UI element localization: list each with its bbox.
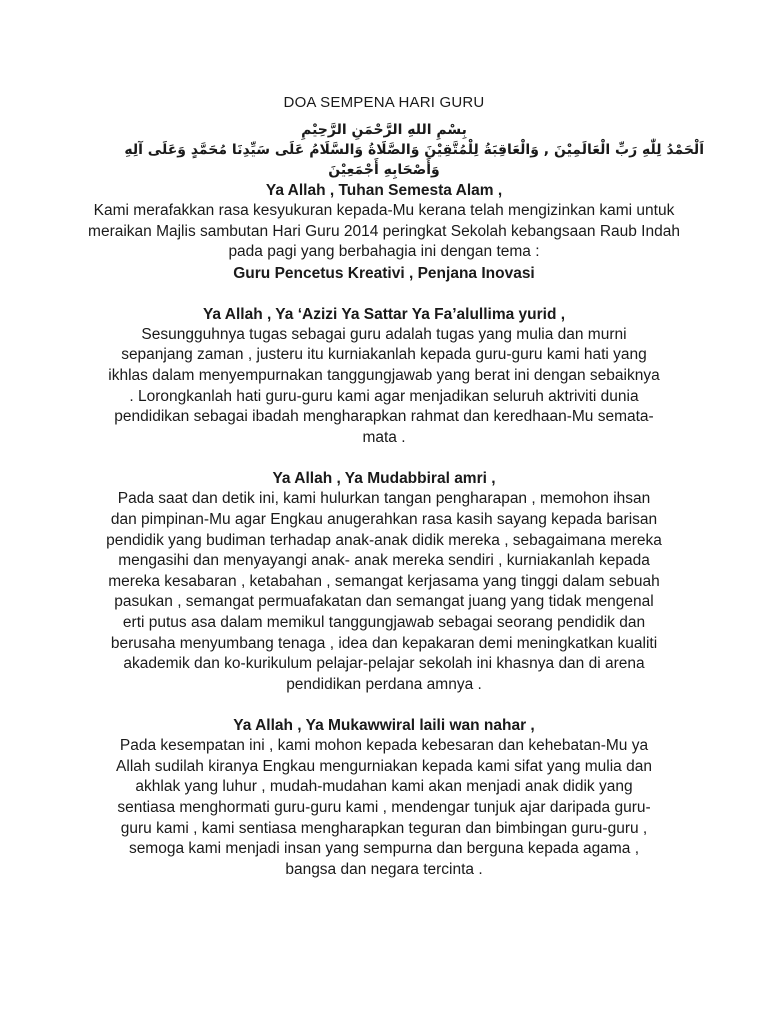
section-body: Pada saat dan detik ini, kami hulurkan tangan pengharapan , memohon ihsan dan pimpinan-Mu agar Engkau anugerahkan rasa kasih sayang kepada barisan pendidik yang budiman terhadap anak-anak didik mereka , sebagaimana mereka mengasihi dan menyayangi anak- anak mereka sendiri , kurniakanlah kepada mereka kesabaran , ketabahan , semangat kerjasama yang tinggi dalam sebuah pasukan , semangat permuafakatan dan semangat juang yang tidak mengenal erti putus asa dalam memikul tanggungjawab sebagai seorang pendidik dan berusaha menyumbang tenaga , idea dan kepakaran demi meningkatkan kualiti akademik dan ko-kurikulum pelajar-pelajar sekolah ini khasnya dan di arena pendidikan perdana amnya .: [106, 490, 662, 693]
section-2: [0, 304, 768, 449]
section-1: [0, 180, 768, 284]
section-body: Kami merafakkan rasa kesyukuran kepada-Mu kerana telah mengizinkan kami untuk meraikan Majlis sambutan Hari Guru 2014 peringkat Sekolah kebangsaan Raub Indah pada pagi yang berbahagia ini dengan tema :: [88, 202, 680, 261]
spacer: [0, 284, 768, 304]
section-4: [0, 715, 768, 880]
arabic-praise: اَلْحَمْدُ لِلّٰهِ رَبِّ الْعَالَمِيْنَ , وَالْعَاقِبَةُ لِلْمُتَّقِيْنَ وَالصَّلَاةُ وَالسَّلَامُ عَلَى سَيِّدِنَا مُحَمَّدٍ وَعَلَى آلِهِ وَأَصْحَابِهِ أَجْمَعِيْنَ: [124, 142, 704, 178]
spacer: [0, 695, 768, 715]
section-body: Pada kesempatan ini , kami mohon kepada kebesaran dan kehebatan-Mu ya Allah sudilah kiranya Engkau mengurniakan kepada kami sifat yang mulia dan akhlak yang luhur , mudah-mudahan kami akan menjadi anak didik yang sentiasa menghormati guru-guru kami , mendengar tunjuk ajar daripada guru-guru kami , kami sentiasa mengharapkan teguran dan bimbingan guru-guru , semoga kami menjadi insan yang sempurna dan berguna kepada agama , bangsa dan negara tercinta .: [116, 737, 652, 878]
section-heading: Ya Allah , Ya Mukawwiral laili wan nahar ,: [233, 717, 535, 735]
basmalah: بِسْمِ اللهِ الرَّحْمَنِ الرَّحِيْمِ: [301, 122, 467, 138]
spacer: [0, 448, 768, 468]
section-heading: Ya Allah , Ya Mudabbiral amri ,: [272, 470, 496, 488]
section-heading: Ya Allah , Ya ‘Azizi Ya Sattar Ya Fa’alullima yurid ,: [202, 305, 566, 323]
document-title: DOA SEMPENA HARI GURU: [283, 94, 485, 111]
section-3: [0, 468, 768, 695]
section-theme: Guru Pencetus Kreativi , Penjana Inovasi: [233, 264, 535, 282]
section-body: Sesungguhnya tugas sebagai guru adalah tugas yang mulia dan murni sepanjang zaman , justeru itu kurniakanlah kepada guru-guru kami hati yang ikhlas dalam menyempurnakan tanggungjawab yang berat ini dengan sebaiknya . Lorongkanlah hati guru-guru kami agar menjadikan seluruh aktriviti dunia pendidikan sebagai ibadah mengharapkan rahmat dan keredhaan-Mu semata-mata .: [108, 325, 660, 446]
section-heading: Ya Allah , Tuhan Semesta Alam ,: [265, 182, 503, 199]
